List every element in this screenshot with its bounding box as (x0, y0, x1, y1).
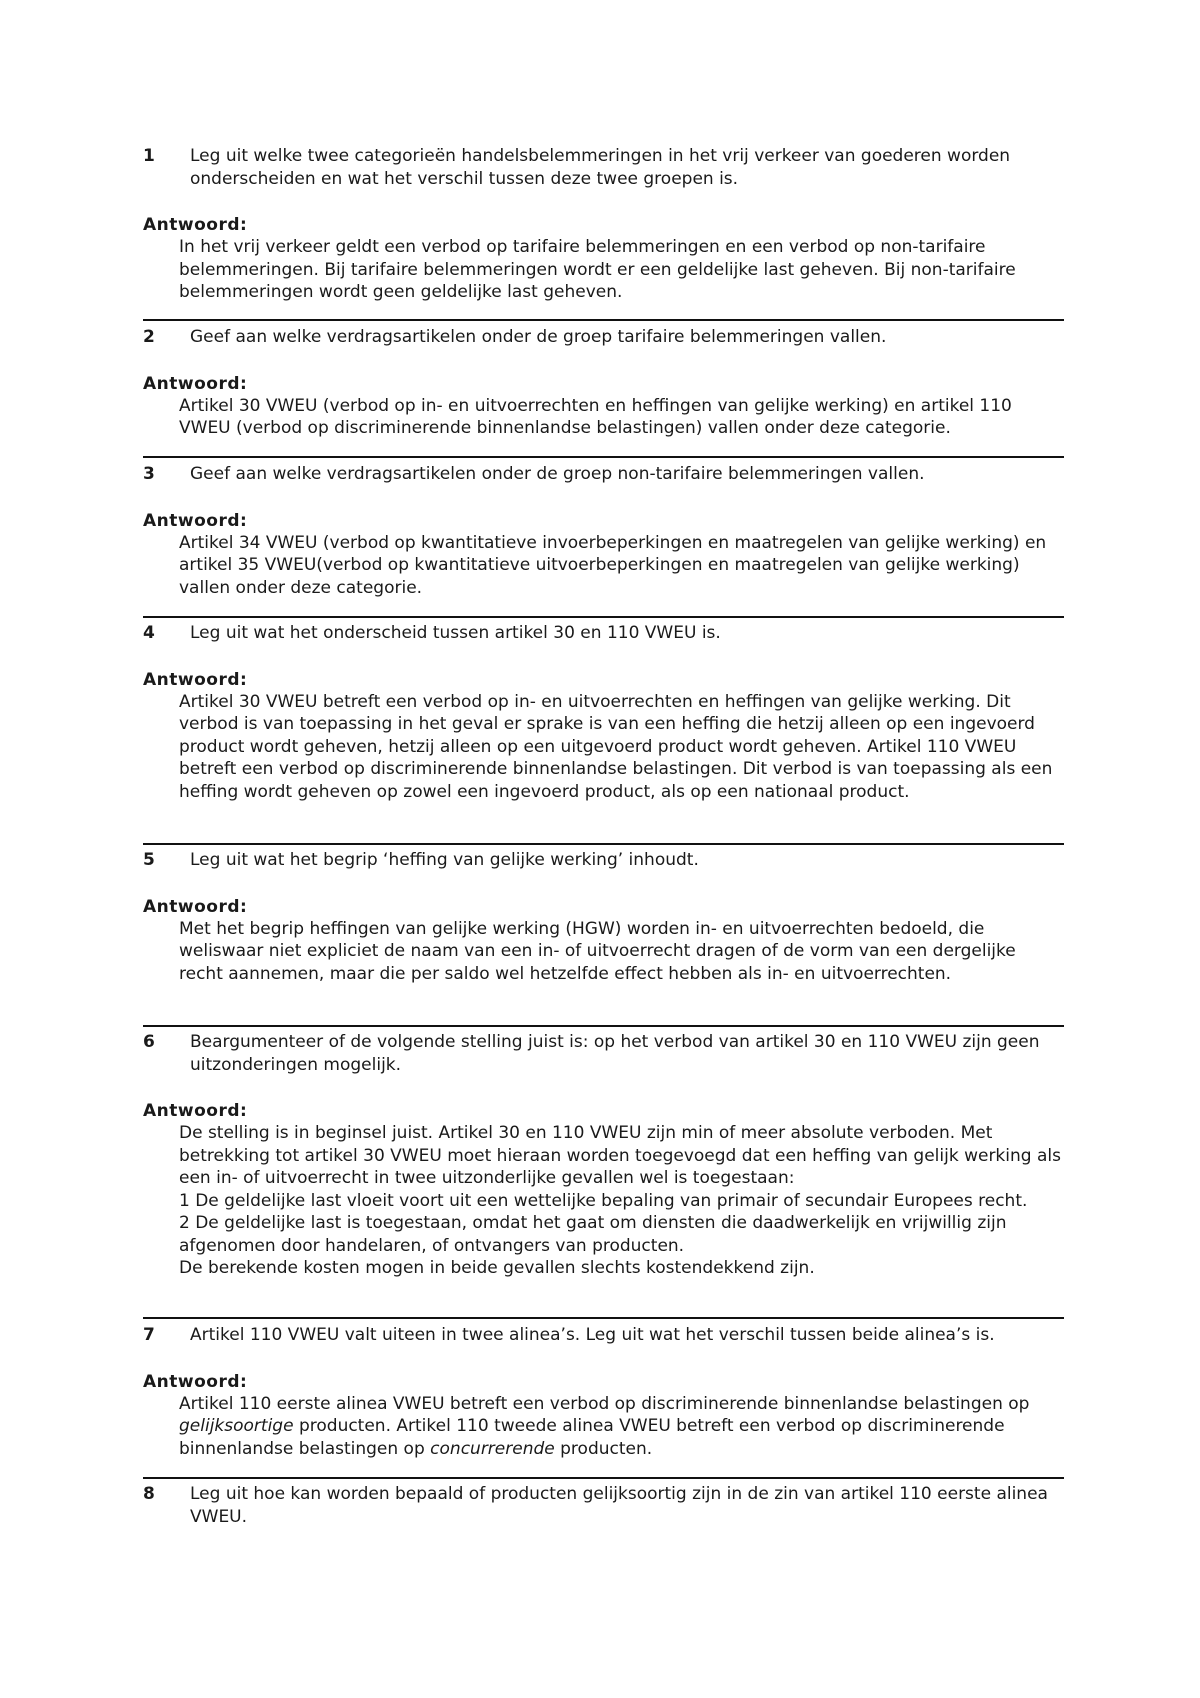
question-text: Artikel 110 VWEU valt uiteen in twee alinea’s. Leg uit wat het verschil tussen beide alinea’s is. (190, 1325, 995, 1345)
answer-paragraph: 1 De geldelijke last vloeit voort uit een wettelijke bepaling van primair of secundair Europees recht. (179, 1190, 1028, 1211)
divider (143, 843, 1064, 845)
answer-paragraph (179, 1393, 1064, 1461)
emphasis-concurrerende: concurrerende (430, 1438, 555, 1459)
answer-text (179, 1393, 1064, 1461)
question-2 (143, 326, 1064, 440)
answer-text (179, 236, 1064, 304)
answer-segment: producten. Artikel 110 tweede alinea VWEU betreft een verbod op discriminerende binnenlandse belastingen op (179, 1416, 1005, 1459)
divider (143, 1025, 1064, 1027)
question-6 (143, 1031, 1064, 1280)
question-1 (143, 145, 1064, 304)
question-text: Leg uit hoe kan worden bepaald of producten gelijksoortig zijn in de zin van artikel 110 eerste alinea VWEU. (190, 1484, 1048, 1527)
question-number: 6 (143, 1032, 155, 1052)
question-7 (143, 1324, 1064, 1460)
divider (143, 616, 1064, 618)
question-text: Leg uit wat het begrip ‘heffing van gelijke werking’ inhoudt. (190, 850, 699, 870)
answer-paragraph: Artikel 34 VWEU (verbod op kwantitatieve invoerbeperkingen en maatregelen van gelijke werking) en artikel 35 VWEU(verbod op kwantitatieve uitvoerbeperkingen en maatregelen van gelijke werking) vallen onder deze categorie. (179, 532, 1047, 598)
question-5 (143, 849, 1064, 985)
question-text: Leg uit wat het onderscheid tussen artikel 30 en 110 VWEU is. (190, 623, 721, 643)
question-number: 2 (143, 327, 155, 347)
answer-text (179, 532, 1064, 600)
answer-text (179, 691, 1064, 804)
answer-label: Antwoord: (143, 373, 248, 394)
divider (143, 1477, 1064, 1479)
answer-text (179, 918, 1064, 986)
divider (143, 1317, 1064, 1319)
answer-label: Antwoord: (143, 669, 248, 690)
answer-paragraph: Met het begrip heffingen van gelijke werking (HGW) worden in- en uitvoerrechten bedoeld, die weliswaar niet expliciet de naam van een in- of uitvoerrecht dragen of de vorm van een dergelijke recht aannemen, maar die per saldo wel hetzelfde effect hebben als in- en uitvoerrechten. (179, 918, 1016, 984)
answer-segment: Artikel 110 eerste alinea VWEU betreft een verbod op discriminerende binnenlandse belastingen op (179, 1393, 1030, 1414)
emphasis-gelijksoortige: gelijksoortige (179, 1416, 294, 1436)
answer-label: Antwoord: (143, 510, 248, 531)
answer-label: Antwoord: (143, 215, 248, 235)
question-4 (143, 622, 1064, 803)
answer-text (179, 1122, 1064, 1280)
question-number: 5 (143, 850, 155, 870)
answer-paragraph: De berekende kosten mogen in beide gevallen slechts kostendekkend zijn. (179, 1258, 815, 1278)
question-number: 3 (143, 464, 155, 484)
answer-label: Antwoord: (143, 896, 248, 917)
question-text: Leg uit welke twee categorieën handelsbelemmeringen in het vrij verkeer van goederen worden onderscheiden en wat het verschil tussen deze twee groepen is. (190, 146, 1011, 189)
question-number: 1 (143, 146, 155, 166)
answer-paragraph: De stelling is in beginsel juist. Artikel 30 en 110 VWEU zijn min of meer absolute verboden. Met betrekking tot artikel 30 VWEU moet hieraan worden toegevoegd dat een heffing van gelijk werking als een in- of uitvoerrecht in twee uitzonderlijke gevallen wel is toegestaan: (179, 1123, 1061, 1188)
question-number: 7 (143, 1325, 155, 1345)
answer-text (179, 395, 1064, 440)
answer-paragraph: Artikel 30 VWEU (verbod op in- en uitvoerrechten en heffingen van gelijke werking) en artikel 110 VWEU (verbod op discriminerende binnenlandse belastingen) vallen onder deze categorie. (179, 395, 1012, 438)
question-text: Geef aan welke verdragsartikelen onder de groep tarifaire belemmeringen vallen. (190, 327, 887, 347)
question-text: Geef aan welke verdragsartikelen onder de groep non-tarifaire belemmeringen vallen. (190, 464, 925, 484)
question-number: 4 (143, 623, 155, 643)
question-number: 8 (143, 1484, 155, 1504)
divider (143, 319, 1064, 321)
question-text: Beargumenteer of de volgende stelling juist is: op het verbod van artikel 30 en 110 VWEU zijn geen uitzonderingen mogelijk. (190, 1032, 1040, 1075)
divider (143, 456, 1064, 458)
answer-paragraph: Artikel 30 VWEU betreft een verbod op in- en uitvoerrechten en heffingen van gelijke werking. Dit verbod is van toepassing in het geval er sprake is van een heffing die hetzij alleen op een ingevoerd product wordt geheven, hetzij alleen op een uitgevoerd product wordt geheven. Artikel 110 VWEU betreft een verbod op discriminerende binnenlandse belastingen. Dit verbod is van toepassing als een heffing wordt geheven op zowel een ingevoerd product, als op een nationaal product. (179, 691, 1053, 802)
question-3 (143, 463, 1064, 599)
answer-label: Antwoord: (143, 1371, 248, 1392)
answer-segment: producten. (554, 1438, 653, 1459)
question-8 (143, 1483, 1064, 1528)
answer-paragraph: 2 De geldelijke last is toegestaan, omdat het gaat om diensten die daadwerkelijk en vrijwillig zijn afgenomen door handelaren, of ontvangers van producten. (179, 1213, 1007, 1256)
answer-paragraph: In het vrij verkeer geldt een verbod op tarifaire belemmeringen en een verbod op non-tarifaire belemmeringen. Bij tarifaire belemmeringen wordt er een geldelijke last geheven. Bij non-tarifaire belemmeringen wordt geen geldelijke last geheven. (179, 237, 1016, 302)
answer-label: Antwoord: (143, 1101, 248, 1121)
